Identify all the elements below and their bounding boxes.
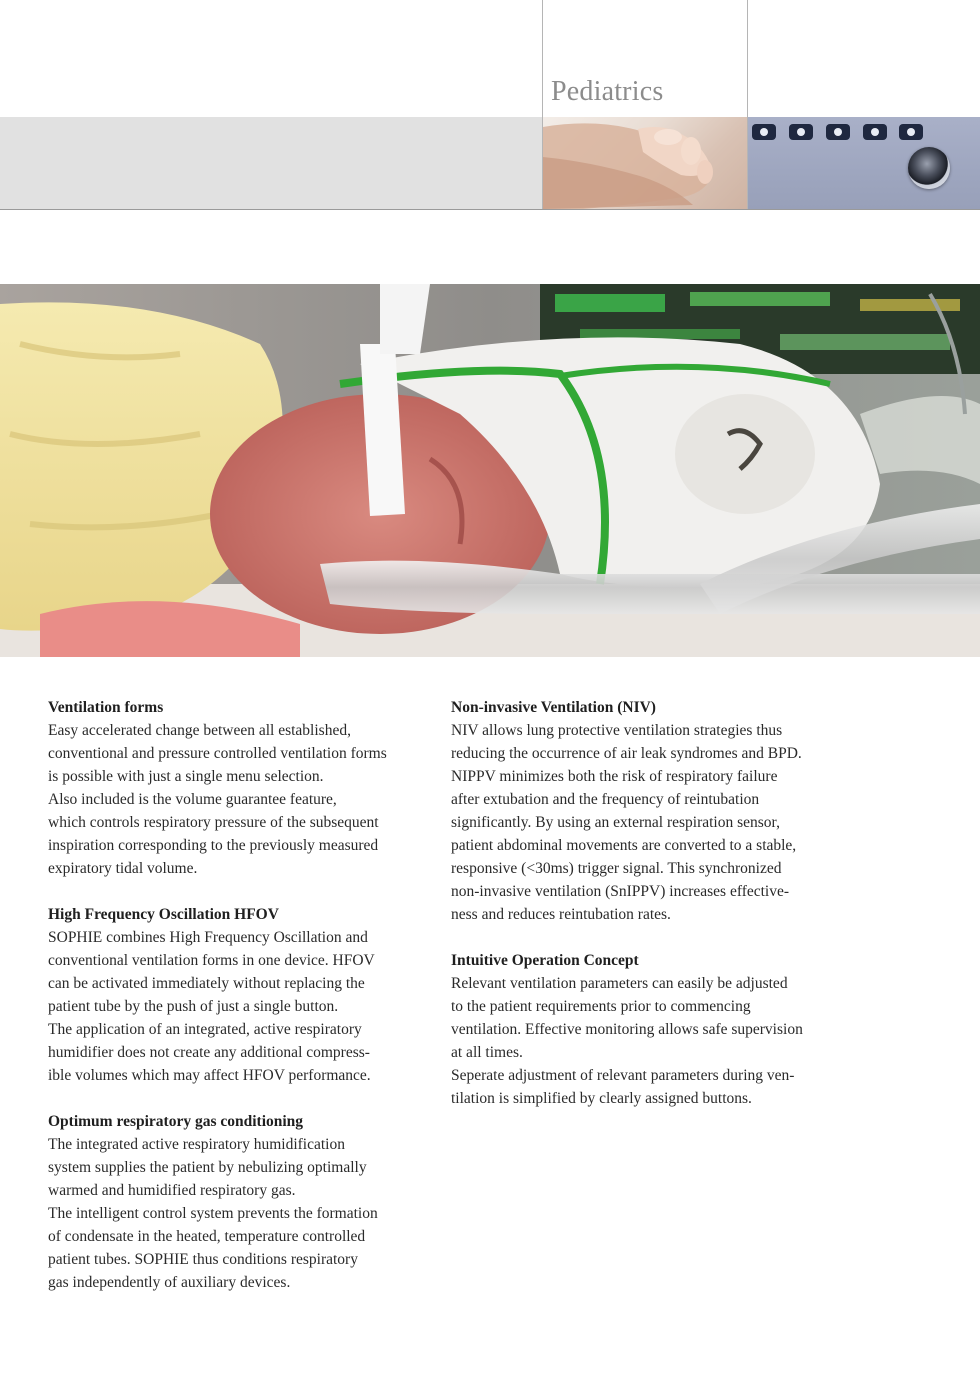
- infant-photo-illustration: [0, 284, 980, 657]
- section-niv: [451, 696, 841, 926]
- device-panel-photo: [748, 117, 980, 209]
- section-body: The integrated active respiratory humidification system supplies the patient by nebulizing optimally warmed and humidified respiratory gas. The intelligent control system prevents the formation of condensate in the heated, temperature controlled patient tubes. SOPHIE thus conditions respiratory gas independently of auxiliary devices.: [48, 1136, 378, 1291]
- hand-illustration: [543, 117, 747, 209]
- section-ventilation-forms: [48, 696, 428, 880]
- section-operation-concept: [451, 949, 841, 1110]
- device-button-icon: [863, 124, 887, 140]
- device-button-icon: [899, 124, 923, 140]
- section-gas-conditioning: [48, 1110, 428, 1294]
- infant-ventilation-photo: [0, 284, 980, 657]
- left-text-column: [48, 696, 428, 1317]
- section-body: Relevant ventilation parameters can easily be adjusted to the patient requirements prior to commencing ventilation. Effective monitoring allows safe supervision at all times. Seperate adjustment of relevant parameters during ven- tilation is simplified by clearly assigned buttons.: [451, 975, 803, 1107]
- section-body: SOPHIE combines High Frequency Oscillation and conventional ventilation forms in one device. HFOV can be activated immediately without replacing the patient tube by the push of just a single button. The application of an integrated, active respiratory humidifier does not create any additional compress- ible volumes which may affect HFOV performance.: [48, 929, 375, 1084]
- section-heading: Optimum respiratory gas conditioning: [48, 1113, 304, 1130]
- section-heading: Ventilation forms: [48, 699, 164, 716]
- section-heading: High Frequency Oscillation HFOV: [48, 906, 279, 923]
- device-knob-icon: [908, 147, 950, 189]
- header-bottom-rule: [0, 209, 980, 210]
- header-gray-band: [0, 117, 542, 209]
- hand-photo: [543, 117, 747, 209]
- section-hfov: [48, 903, 428, 1087]
- device-button-icon: [789, 124, 813, 140]
- section-heading: Non-invasive Ventilation (NIV): [451, 699, 656, 716]
- section-heading: Intuitive Operation Concept: [451, 952, 639, 969]
- section-body: Easy accelerated change between all established, conventional and pressure controlled ventilation forms is possible with just a single menu selection. Also included is the volume guarantee feature, which controls respiratory pressure of the subsequent inspiration corresponding to the previously measured expiratory tidal volume.: [48, 722, 387, 877]
- device-button-icon: [752, 124, 776, 140]
- section-title: Pediatrics: [551, 76, 664, 107]
- section-body: NIV allows lung protective ventilation strategies thus reducing the occurrence of air leak syndromes and BPD. NIPPV minimizes both the risk of respiratory failure after extubation and the frequency of reintubation significantly. By using an external respiration sensor, patient abdominal movements are converted to a stable, responsive (<30ms) trigger signal. This synchronized non-invasive ventilation (SnIPPV) increases effective- ness and reduces reintubation rates.: [451, 722, 802, 923]
- right-text-column: [451, 696, 841, 1133]
- device-button-icon: [826, 124, 850, 140]
